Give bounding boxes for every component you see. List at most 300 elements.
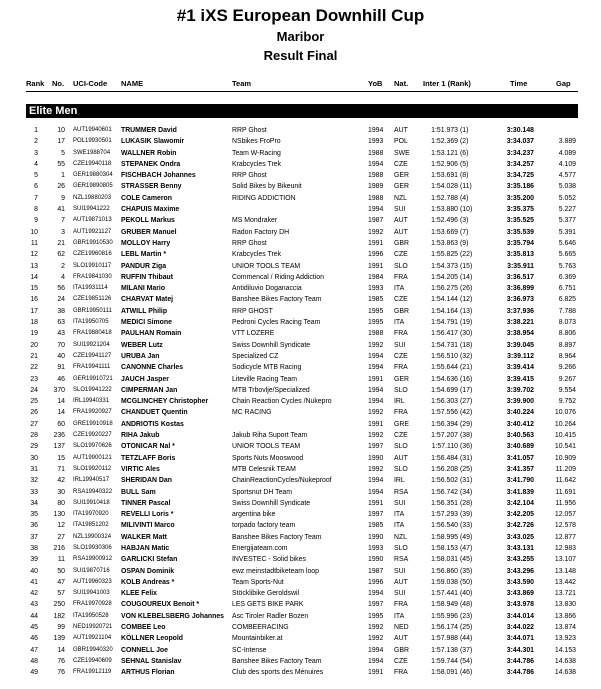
rank-cell: 22 xyxy=(30,364,38,372)
team-cell: Banshee Bikes Factory Team xyxy=(232,657,322,665)
year-of-birth-cell: 1994 xyxy=(368,364,384,372)
nationality-cell: IRL xyxy=(394,398,405,406)
inter1-rank-cell: (22) xyxy=(460,251,473,259)
finish-time-cell: 3:39.415 xyxy=(506,375,534,383)
year-of-birth-cell: 1988 xyxy=(368,172,384,180)
gap-cell: 10.415 xyxy=(554,432,576,440)
inter1-rank-cell: (26) xyxy=(460,285,473,293)
rank-cell: 11 xyxy=(30,239,38,247)
rank-cell: 37 xyxy=(30,533,38,541)
inter1-time-cell: 1:57.138 xyxy=(431,646,458,654)
gap-cell: 5.377 xyxy=(558,217,576,225)
inter1-rank-cell: (28) xyxy=(460,499,473,507)
rider-name-cell: BULL Sam xyxy=(121,488,156,496)
uci-code-cell: CZE19960816 xyxy=(73,251,112,258)
rank-cell: 33 xyxy=(30,488,38,496)
rank-cell: 28 xyxy=(30,432,38,440)
gap-cell: 10.909 xyxy=(554,454,576,462)
nationality-cell: POL xyxy=(394,138,408,146)
year-of-birth-cell: 1997 xyxy=(368,601,384,609)
year-of-birth-cell: 1991 xyxy=(368,375,384,383)
gap-cell: 5.763 xyxy=(558,262,576,270)
uci-code-cell: SLO19920112 xyxy=(73,465,112,472)
inter1-time-cell: 1:57.110 xyxy=(431,443,458,451)
table-row xyxy=(0,125,601,136)
gap-cell: 11.642 xyxy=(555,477,576,485)
team-cell: Club des sports des Ménuires xyxy=(232,669,324,677)
nationality-cell: AUT xyxy=(394,454,408,462)
uci-code-cell: SLO19930306 xyxy=(73,544,112,551)
uci-code-cell: NZL19900324 xyxy=(73,533,112,540)
team-cell: RIDING ADDICTION xyxy=(232,194,296,202)
table-row xyxy=(0,294,601,305)
uci-code-cell: GBR19940320 xyxy=(73,646,113,653)
nationality-cell: ITA xyxy=(394,522,405,530)
inter1-rank-cell: (33) xyxy=(460,522,473,530)
finish-time-cell: 3:37.936 xyxy=(506,307,534,315)
rank-cell: 14 xyxy=(30,273,38,281)
inter1-time-cell: 1:59.038 xyxy=(431,578,458,586)
year-of-birth-cell: 1990 xyxy=(368,556,384,564)
year-of-birth-cell: 1990 xyxy=(368,533,384,541)
rank-cell: 25 xyxy=(30,398,38,406)
start-number-cell: 5 xyxy=(61,149,65,157)
inter1-rank-cell: (11) xyxy=(460,183,472,191)
uci-code-cell: AUT19900121 xyxy=(73,454,112,461)
year-of-birth-cell: 1991 xyxy=(368,420,384,428)
start-number-cell: 1 xyxy=(61,172,65,180)
rider-name-cell: ARTHUS Florian xyxy=(121,669,175,677)
year-of-birth-cell: 1992 xyxy=(368,635,384,643)
inter1-time-cell: 1:55.825 xyxy=(431,251,458,259)
table-row xyxy=(0,656,601,667)
inter1-time-cell: 1:54.144 xyxy=(431,296,458,304)
rider-name-cell: MEDICI Simone xyxy=(121,319,172,327)
rank-cell: 3 xyxy=(34,149,38,157)
inter1-time-cell: 1:58.031 xyxy=(431,556,458,564)
gap-cell: 13.442 xyxy=(554,578,576,586)
finish-time-cell: 3:41.839 xyxy=(506,488,534,496)
year-of-birth-cell: 1991 xyxy=(368,262,384,270)
inter1-rank-cell: (49) xyxy=(460,533,473,541)
table-row xyxy=(0,588,601,599)
table-row xyxy=(0,633,601,644)
nationality-cell: FRA xyxy=(394,330,408,338)
rank-cell: 43 xyxy=(30,601,38,609)
table-row xyxy=(0,136,601,147)
nationality-cell: FRA xyxy=(394,273,408,281)
rank-cell: 23 xyxy=(30,375,38,383)
team-cell: ewz meinstadtbiketeam loop xyxy=(232,567,319,575)
finish-time-cell: 3:35.525 xyxy=(506,217,534,225)
team-cell: Banshee Bikes Factory Team xyxy=(232,296,322,304)
start-number-cell: 14 xyxy=(57,398,65,406)
uci-code-cell: SUI19941222 xyxy=(73,206,110,213)
year-of-birth-cell: 1992 xyxy=(368,228,384,236)
table-row xyxy=(0,645,601,656)
rank-cell: 41 xyxy=(30,578,38,586)
year-of-birth-cell: 1995 xyxy=(368,307,384,315)
start-number-cell: 14 xyxy=(57,409,65,417)
finish-time-cell: 3:40.224 xyxy=(506,409,534,417)
inter1-time-cell: 1:54.205 xyxy=(431,273,458,281)
nationality-cell: CZE xyxy=(394,296,408,304)
team-cell: INVESTEC - Solid bikes xyxy=(232,556,306,564)
finish-time-cell: 3:35.200 xyxy=(506,194,534,202)
year-of-birth-cell: 1994 xyxy=(368,127,384,134)
rider-name-cell: COLE Cameron xyxy=(121,194,172,202)
nationality-cell: GBR xyxy=(394,239,409,247)
gap-cell: 8.073 xyxy=(558,319,576,327)
gap-cell: 7.788 xyxy=(558,307,576,315)
finish-time-cell: 3:44.071 xyxy=(506,635,534,643)
year-of-birth-cell: 1988 xyxy=(368,194,384,202)
inter1-rank-cell: (25) xyxy=(460,624,473,632)
year-of-birth-cell: 1988 xyxy=(368,330,384,338)
finish-time-cell: 3:43.296 xyxy=(506,567,534,575)
rider-name-cell: PEKOLL Markus xyxy=(121,217,175,225)
nationality-cell: SUI xyxy=(394,567,406,575)
rank-cell: 32 xyxy=(30,477,38,485)
table-row xyxy=(0,351,601,362)
finish-time-cell: 3:36.517 xyxy=(506,273,534,281)
uci-code-cell: ITA19970920 xyxy=(73,511,109,518)
rank-cell: 30 xyxy=(30,454,38,462)
start-number-cell: 43 xyxy=(57,330,65,338)
gap-cell: 14.638 xyxy=(554,669,576,677)
uci-code-cell: CZE19940118 xyxy=(73,160,112,167)
table-row xyxy=(0,396,601,407)
start-number-cell: 370 xyxy=(53,386,65,394)
gap-cell: 10.541 xyxy=(554,443,576,451)
start-number-cell: 24 xyxy=(57,296,65,304)
rank-cell: 17 xyxy=(30,307,38,315)
nationality-cell: CZE xyxy=(394,432,408,440)
rank-cell: 45 xyxy=(30,624,38,632)
rider-name-cell: TINNER Pascal xyxy=(121,499,171,507)
gap-cell: 5.038 xyxy=(558,183,576,191)
rider-name-cell: SHERIDAN Dan xyxy=(121,477,172,485)
year-of-birth-cell: 1984 xyxy=(368,273,384,281)
inter1-rank-cell: (40) xyxy=(460,590,473,598)
uci-code-cell: FRA19941111 xyxy=(73,364,111,371)
team-cell: argentina bike xyxy=(232,511,276,519)
finish-time-cell: 3:30.148 xyxy=(506,127,534,134)
rank-cell: 6 xyxy=(34,183,38,191)
nationality-cell: GRE xyxy=(394,420,409,428)
inter1-rank-cell: (5) xyxy=(460,160,469,168)
table-row xyxy=(0,577,601,588)
uci-code-cell: RSA19940322 xyxy=(73,488,113,495)
table-row xyxy=(0,272,601,283)
nationality-cell: SLO xyxy=(394,443,408,451)
rider-name-cell: TETZLAFF Boris xyxy=(121,454,176,462)
year-of-birth-cell: 1992 xyxy=(368,465,384,473)
team-cell: RRP Ghost xyxy=(232,127,267,134)
inter1-rank-cell: (4) xyxy=(460,194,469,202)
rank-cell: 40 xyxy=(30,567,38,575)
inter1-rank-cell: (12) xyxy=(460,296,473,304)
uci-code-cell: FRA19841030 xyxy=(73,273,112,280)
inter1-rank-cell: (2) xyxy=(460,138,469,146)
inter1-rank-cell: (31) xyxy=(460,454,473,462)
team-cell: Pedroni Cycles Racing Team xyxy=(232,319,321,327)
rider-name-cell: OTONICAR Nal * xyxy=(121,443,175,451)
year-of-birth-cell: 1994 xyxy=(368,160,384,168)
category-label: Elite Men xyxy=(29,105,78,117)
inter1-time-cell: 1:53.121 xyxy=(431,149,458,157)
table-row xyxy=(0,599,601,610)
gap-cell: 13.148 xyxy=(554,567,576,575)
inter1-rank-cell: (21) xyxy=(460,364,473,372)
rider-name-cell: MILIVINTI Marco xyxy=(121,522,175,530)
team-cell: MS Mondraker xyxy=(232,217,278,225)
finish-time-cell: 3:40.689 xyxy=(506,443,534,451)
table-row xyxy=(0,261,601,272)
inter1-time-cell: 1:57.556 xyxy=(431,409,458,417)
inter1-time-cell: 1:56.742 xyxy=(431,488,458,496)
team-cell: LES GETS BIKE PARK xyxy=(232,601,304,609)
start-number-cell: 56 xyxy=(57,285,65,293)
table-row xyxy=(0,204,601,215)
inter1-rank-cell: (54) xyxy=(460,657,473,665)
finish-time-cell: 3:39.702 xyxy=(506,386,534,394)
inter1-rank-cell: (37) xyxy=(460,646,473,654)
team-cell: Radon Factory DH xyxy=(232,228,290,236)
uci-code-cell: RSA19900912 xyxy=(73,556,113,563)
category-banner xyxy=(26,104,578,118)
inter1-time-cell: 1:56.174 xyxy=(431,624,458,632)
inter1-rank-cell: (14) xyxy=(460,273,473,281)
rider-name-cell: CHANDUET Quentin xyxy=(121,409,188,417)
start-number-cell: 139 xyxy=(53,635,65,643)
start-number-cell: 21 xyxy=(57,239,65,247)
gap-cell: 13.107 xyxy=(554,556,576,564)
finish-time-cell: 3:38.221 xyxy=(506,319,534,327)
table-row xyxy=(0,306,601,317)
inter1-time-cell: 1:57.207 xyxy=(431,432,458,440)
start-number-cell: 91 xyxy=(57,364,65,372)
team-cell: Mountainbiker.at xyxy=(232,635,283,643)
uci-code-cell: ITA19950705 xyxy=(73,319,109,326)
year-of-birth-cell: 1994 xyxy=(368,590,384,598)
nationality-cell: AUT xyxy=(394,217,408,225)
team-cell: RRP Ghost xyxy=(232,172,267,180)
inter1-time-cell: 1:54.636 xyxy=(431,375,458,383)
inter1-time-cell: 1:58.153 xyxy=(431,544,458,552)
rider-name-cell: LEBL Martin * xyxy=(121,251,167,259)
col-no: No. xyxy=(52,79,65,88)
gap-cell: 8.897 xyxy=(558,341,576,349)
nationality-cell: IRL xyxy=(394,477,405,485)
table-row xyxy=(0,566,601,577)
inter1-rank-cell: (3) xyxy=(460,217,469,225)
rider-name-cell: SEHNAL Stanislav xyxy=(121,657,182,665)
nationality-cell: AUT xyxy=(394,578,408,586)
finish-time-cell: 3:43.978 xyxy=(506,601,534,609)
finish-time-cell: 3:35.539 xyxy=(506,228,534,236)
rider-name-cell: PAULHAN Romain xyxy=(121,330,182,338)
team-cell: NSbikes FroPro xyxy=(232,138,281,146)
nationality-cell: AUT xyxy=(394,635,408,643)
rank-cell: 39 xyxy=(30,556,38,564)
gap-cell: 6.369 xyxy=(558,273,576,281)
table-row xyxy=(0,328,601,339)
uci-code-cell: GER19910721 xyxy=(73,375,113,382)
year-of-birth-cell: 1985 xyxy=(368,296,384,304)
finish-time-cell: 3:36.973 xyxy=(506,296,534,304)
gap-cell: 9.554 xyxy=(558,386,576,394)
rider-name-cell: MILANI Mario xyxy=(121,285,166,293)
rank-cell: 48 xyxy=(30,657,38,665)
gap-cell: 5.665 xyxy=(558,251,576,259)
inter1-time-cell: 1:54.028 xyxy=(431,183,458,191)
finish-time-cell: 3:39.112 xyxy=(507,352,534,360)
uci-code-cell: GBR19950111 xyxy=(73,307,112,314)
year-of-birth-cell: 1992 xyxy=(368,624,384,632)
inter1-rank-cell: (8) xyxy=(460,172,469,180)
nationality-cell: SLO xyxy=(394,465,408,473)
year-of-birth-cell: 1993 xyxy=(368,285,384,293)
team-cell: Sportsnut DH Team xyxy=(232,488,292,496)
rider-name-cell: OSPAN Dominik xyxy=(121,567,175,575)
start-number-cell: 14 xyxy=(57,646,65,654)
uci-code-cell: AUT19921127 xyxy=(73,228,112,235)
uci-code-cell: AUT19940601 xyxy=(73,127,112,133)
table-row xyxy=(0,475,601,486)
year-of-birth-cell: 1996 xyxy=(368,578,384,586)
team-cell: Antidiluvio Doganaccia xyxy=(232,285,302,293)
year-of-birth-cell: 1994 xyxy=(368,646,384,654)
col-gap: Gap xyxy=(556,79,571,88)
table-row xyxy=(0,498,601,509)
finish-time-cell: 3:36.899 xyxy=(506,285,534,293)
team-cell: UNIOR TOOLS TEAM xyxy=(232,262,301,270)
team-cell: Stöcklibike Geroldswil xyxy=(232,590,300,598)
team-cell: MC RACING xyxy=(232,409,272,417)
inter1-rank-cell: (23) xyxy=(460,612,473,620)
column-header-row xyxy=(0,79,601,91)
year-of-birth-cell: 1987 xyxy=(368,217,384,225)
inter1-time-cell: 1:53.691 xyxy=(431,172,458,180)
rank-cell: 21 xyxy=(30,352,38,360)
col-uci-code: UCI-Code xyxy=(73,79,108,88)
gap-cell: 4.109 xyxy=(558,160,576,168)
inter1-rank-cell: (17) xyxy=(460,386,473,394)
gap-cell: 4.577 xyxy=(558,172,576,180)
rider-name-cell: WALLNER Robin xyxy=(121,149,177,157)
team-cell: Team W-Racing xyxy=(232,149,281,157)
nationality-cell: FRA xyxy=(394,364,408,372)
finish-time-cell: 3:35.186 xyxy=(506,183,534,191)
start-number-cell: 137 xyxy=(53,443,65,451)
rider-name-cell: VIRTIC Ales xyxy=(121,465,160,473)
inter1-time-cell: 1:53.669 xyxy=(431,228,458,236)
team-cell: MTB Celesnik TEAM xyxy=(232,465,296,473)
inter1-time-cell: 1:53.880 xyxy=(431,206,458,214)
uci-code-cell: ITA19851202 xyxy=(73,522,109,529)
start-number-cell: 7 xyxy=(61,217,65,225)
inter1-time-cell: 1:56.860 xyxy=(431,567,458,575)
rider-name-cell: MCGLINCHEY Christopher xyxy=(121,398,209,406)
uci-code-cell: CZE19920227 xyxy=(73,432,112,439)
finish-time-cell: 3:44.786 xyxy=(506,669,534,677)
finish-time-cell: 3:40.563 xyxy=(506,432,534,440)
rank-cell: 2 xyxy=(34,138,38,146)
team-cell: Swiss Downhill Syndicate xyxy=(232,341,311,349)
rider-name-cell: ANDRIOTIS Kostas xyxy=(121,420,184,428)
finish-time-cell: 3:38.954 xyxy=(506,330,534,338)
gap-cell: 5.052 xyxy=(558,194,576,202)
table-row xyxy=(0,464,601,475)
team-cell: RRP Ghost xyxy=(232,239,267,247)
table-row xyxy=(0,520,601,531)
nationality-cell: GER xyxy=(394,172,409,180)
nationality-cell: SUI xyxy=(394,341,406,349)
gap-cell: 12.877 xyxy=(554,533,576,541)
start-number-cell: 26 xyxy=(57,183,65,191)
finish-time-cell: 3:43.131 xyxy=(506,544,534,552)
rank-cell: 46 xyxy=(30,635,38,643)
nationality-cell: CZE xyxy=(394,657,408,665)
team-cell: Commencal / Riding Addiction xyxy=(232,273,324,281)
uci-code-cell: CZE19940609 xyxy=(73,657,112,664)
inter1-rank-cell: (47) xyxy=(460,544,473,552)
rank-cell: 16 xyxy=(30,296,38,304)
inter1-time-cell: 1:57.441 xyxy=(431,590,458,598)
start-number-cell: 60 xyxy=(57,420,65,428)
rider-name-cell: GARLICKI Stefan xyxy=(121,556,178,564)
rider-name-cell: TRUMMER David xyxy=(121,127,177,134)
rider-name-cell: COUGOUREUX Benoit * xyxy=(121,601,200,609)
year-of-birth-cell: 1989 xyxy=(368,183,384,191)
rider-name-cell: KOLB Andreas * xyxy=(121,578,175,586)
team-cell: Swiss Downhill Syndicate xyxy=(232,499,311,507)
col-inter1: Inter 1 (Rank) xyxy=(423,79,471,88)
inter1-time-cell: 1:56.502 xyxy=(431,477,458,485)
uci-code-cell: AUT19960323 xyxy=(73,578,112,585)
table-row xyxy=(0,170,601,181)
team-cell: Banshee Bikes Factory Team xyxy=(232,533,322,541)
start-number-cell: 12 xyxy=(57,522,65,530)
results-header xyxy=(0,0,601,64)
uci-code-cell: NZL19880203 xyxy=(73,194,112,201)
inter1-time-cell: 1:56.351 xyxy=(431,499,458,507)
inter1-rank-cell: (35) xyxy=(460,567,473,575)
col-time: Time xyxy=(510,79,528,88)
start-number-cell: 3 xyxy=(61,228,65,236)
gap-cell: 9.267 xyxy=(558,375,576,383)
inter1-rank-cell: (42) xyxy=(460,409,473,417)
team-cell: Sports Nuts Mooswood xyxy=(232,454,304,462)
year-of-birth-cell: 1985 xyxy=(368,522,384,530)
inter1-rank-cell: (16) xyxy=(460,375,473,383)
year-of-birth-cell: 1994 xyxy=(368,206,384,214)
inter1-time-cell: 1:52.496 xyxy=(431,217,458,225)
start-number-cell: 46 xyxy=(57,375,65,383)
table-row xyxy=(0,362,601,373)
inter1-time-cell: 1:56.275 xyxy=(431,285,458,293)
gap-cell: 11.691 xyxy=(555,488,576,496)
table-row xyxy=(0,193,601,204)
nationality-cell: RSA xyxy=(394,556,409,564)
rank-cell: 47 xyxy=(30,646,38,654)
start-number-cell: 40 xyxy=(57,352,65,360)
inter1-rank-cell: (19) xyxy=(460,319,473,327)
inter1-time-cell: 1:58.995 xyxy=(431,533,458,541)
rider-name-cell: CANONNE Charles xyxy=(121,364,184,372)
start-number-cell: 236 xyxy=(53,432,65,440)
